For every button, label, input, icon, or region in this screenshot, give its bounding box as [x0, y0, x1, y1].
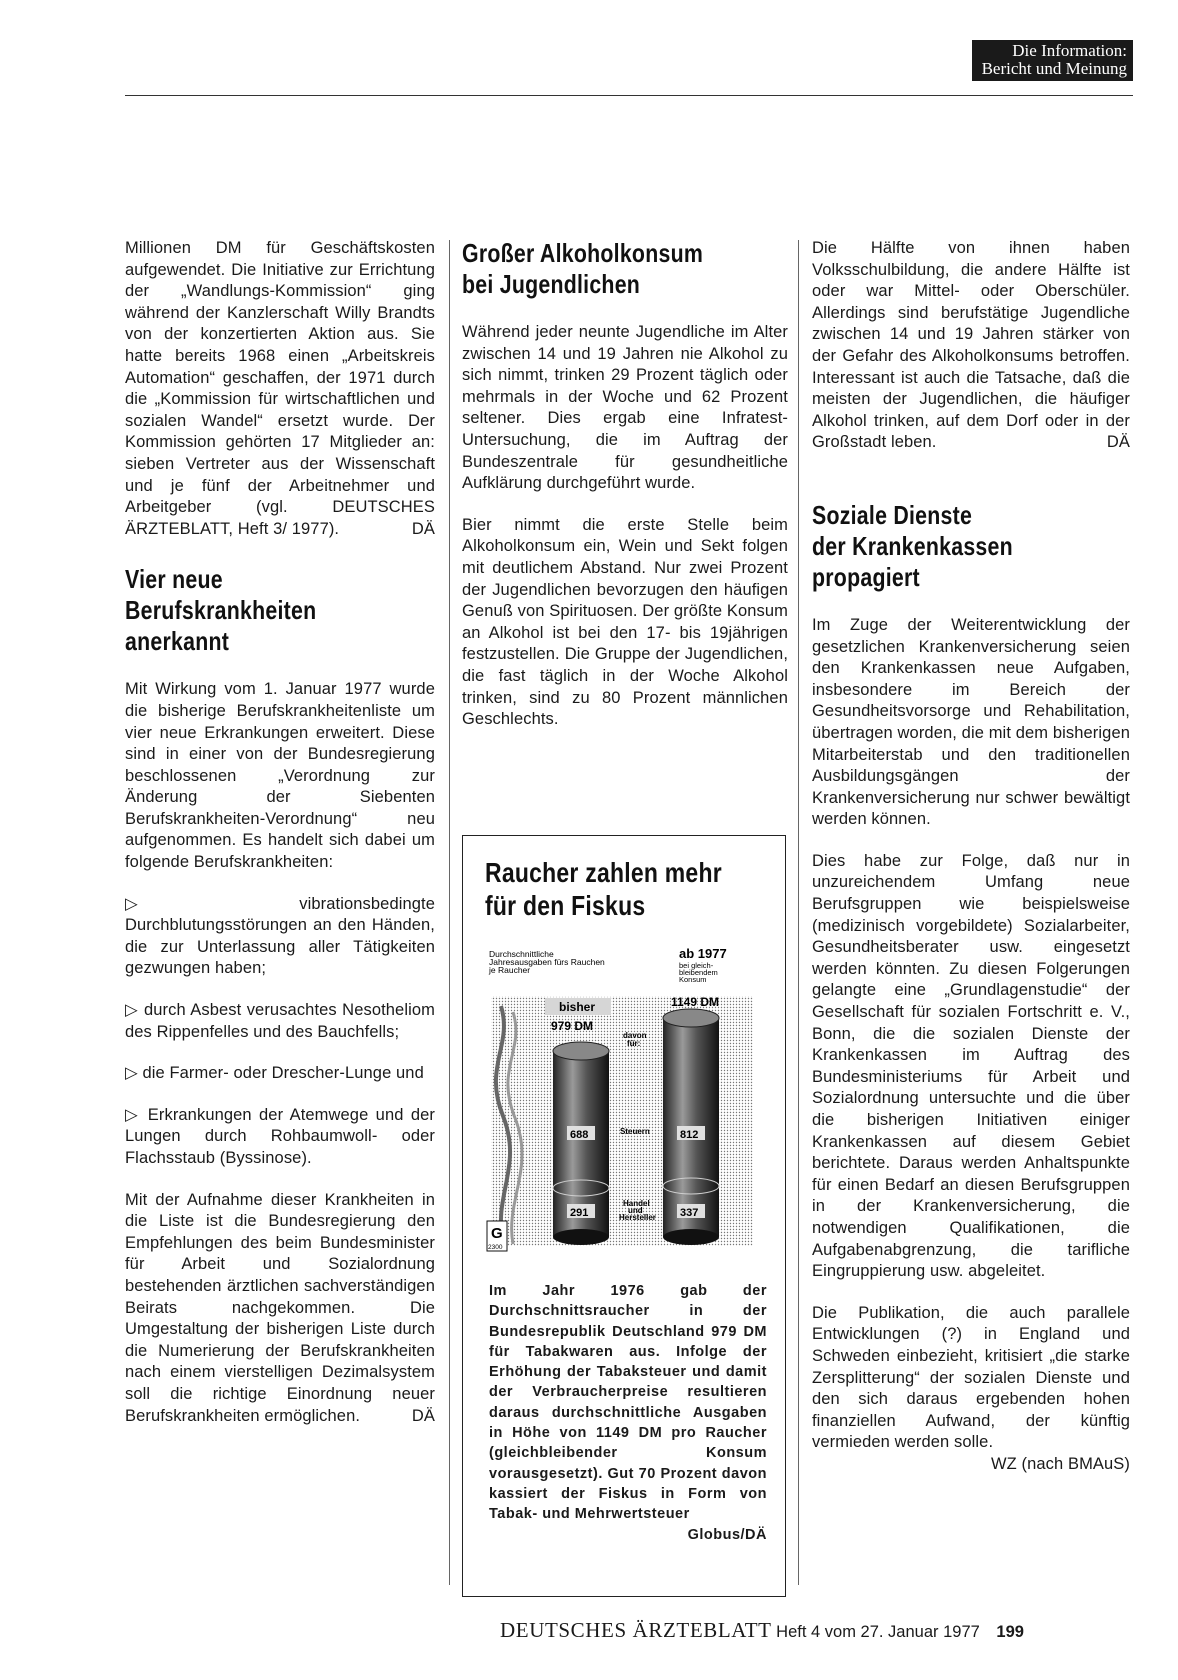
section-badge — [972, 40, 1133, 81]
article-paragraph: Die Hälfte von ihnen haben Volksschulbildung, die andere Hälfte ist oder war Mittel- oder Oberschüler. Allerdings sind berufstätige Jugendliche zwischen 14 und 19 Jahren stärker von der Gefahr des Alkoholkonsums betroffen. Interessant ist auch die Tatsache, daß die meisten der Jugendlichen, die häufiger Alkohol trinken, auf dem Dorf oder in der Großstadt leben. DÄ — [812, 238, 1130, 454]
column-2 — [462, 238, 788, 731]
infobox-heading: Raucher zahlen mehr für den Fiskus — [485, 857, 722, 921]
commission-text: Millionen DM für Geschäftskosten aufgewendet. Die Initiative zur Errichtung der „Wandlungs-Kommission“ ging während der Kanzlerschaft Willy Brandts von der konzertierten Aktion aus. Sie hatte bereits 1968 einen „Arbeitskreis Automation“ geschaffen, der 1971 durch die „Kommission für wirtschaftlichen und sozialen Wandel“ ersetzt wurde. Der Kommission gehörten 17 Mitglieder an: sieben Vertreter aus der Wissenschaft und je fünf der Arbeitnehmer und Arbeitgeber (vgl. DEUTSCHES ÄRZTEBLATT, Heft 3/ 1977). DÄ — [125, 238, 435, 540]
article-paragraph: Mit der Aufnahme dieser Krankheiten in die Liste ist die Bundesregierung den Empfehlungen des beim Bundesminister für Arbeit und Sozialordnung bestehenden ärztlichen sachverständigen Beirats nachgekommen. Die Umgestaltung der bisherigen Liste durch die Numerierung der Berufskrankheiten nach einem vierstelligen Dezimalsystem soll die richtige Einordnung neuer Berufskrankheiten ermöglichen. DÄ — [125, 1190, 435, 1428]
graphic-subtitle: Durchschnittliche Jahresausgaben fürs Rauchen je Raucher — [489, 949, 605, 975]
bisher-label: bisher — [559, 1000, 596, 1014]
column-3 — [812, 238, 1130, 1476]
magazine-name: DEUTSCHES ÄRZTEBLATT — [500, 1618, 772, 1642]
section-label-line1: Die Information: — [1012, 41, 1127, 60]
article-paragraph: Während jeder neunte Jugendliche im Alter zwischen 14 und 19 Jahren nie Alkohol zu sich nimmt, trinken 29 Prozent täglich oder mehrmals in der Woche und 62 Prozent seltener. Dies ergab eine Infratest-Untersuchung, die im Auftrag der Bundeszentrale für gesundheitliche Aufklärung durchgeführt wurde. — [462, 323, 788, 493]
svg-text:G: G — [491, 1225, 503, 1242]
list-item: ▷ die Farmer- oder Drescher-Lunge und — [125, 1064, 424, 1083]
author-signature: WZ (nach BMAuS) — [990, 1454, 1130, 1473]
page-number: 199 — [996, 1623, 1024, 1641]
article-paragraph: Bier nimmt die erste Stelle beim Alkoholkonsum ein, Wein und Sekt folgen mit deutlichem Abstand. Nur zwei Prozent der Jugendlichen bevorzugen den häufigen Genuß von Spirituosen. Der größte Konsum an Alkohol ist bei den 17- bis 19jährigen festzustellen. Die Gruppe der Jugendlichen, die fast täglich in der Woche Alkohol trinken, sind zu 80 Prozent männlichen Geschlechts. — [462, 515, 788, 729]
author-signature: DÄ — [411, 1406, 435, 1425]
left-trade-value: 291 — [570, 1207, 589, 1219]
author-signature: DÄ — [411, 519, 435, 538]
column-rule-left — [449, 240, 450, 1585]
list-item: ▷ durch Asbest verusachtes Nesotheliom des Rippenfelles und des Bauchfells; — [125, 1001, 435, 1041]
right-tax-value: 812 — [680, 1129, 699, 1141]
author-signature: DÄ — [1106, 433, 1130, 452]
bisher-total: 979 DM — [551, 1019, 594, 1033]
tobacco-cost-graphic — [483, 946, 763, 1256]
list-item: ▷ vibrationsbedingte Durchblutungsstörungen an den Händen, die zur Unterlassung aller Tätigkeiten gezwungen haben; — [125, 894, 435, 978]
article-heading-berufskrankheiten: Vier neue Berufskrankheiten anerkannt — [125, 564, 317, 657]
globus-logo — [487, 1221, 507, 1251]
article-paragraph: Mit Wirkung vom 1. Januar 1977 wurde die bisherige Berufskrankheitenliste um vier neue Erkrankungen erweitert. Diese sind in einer von der Bundesregierung beschlossenen „Verordnung zur Änderung der Siebenten Berufskrankheiten-Verordnung“ neu aufgenommen. Es handelt sich dabei um folgende Berufskrankheiten: — [125, 680, 435, 872]
article-paragraph: Die Publikation, die auch parallele Entwicklungen (?) in England und Schweden einbezieht, kritisiert „die starke Zersplitterung“ der sozialen Dienste und den sich daraus ergebenden hohen finanziellen Aufwand, der künftig vermieden werden solle. WZ (nach BMAuS) — [812, 1303, 1130, 1454]
right-trade-value: 337 — [680, 1207, 699, 1219]
list-item: ▷ Erkrankungen der Atemwege und der Lungen durch Rohbaumwoll- oder Flachsstaub (Byssinose). — [125, 1105, 435, 1167]
left-tax-value: 688 — [570, 1129, 589, 1141]
steuern-label: Steuern — [620, 1127, 650, 1136]
infobox-raucher — [462, 835, 786, 1597]
handel-label: Handel und Hersteller — [619, 1199, 656, 1222]
top-rule — [125, 95, 1133, 96]
davon-label: davon für: — [623, 1031, 647, 1048]
article-heading-soziale-dienste: Soziale Dienste der Krankenkassen propagiert — [812, 499, 1013, 592]
column-1 — [125, 238, 435, 1427]
new-total: 1149 DM — [671, 995, 720, 1009]
caption-signature: Globus/DÄ — [687, 1526, 767, 1543]
section-label-line2: Bericht und Meinung — [981, 59, 1127, 78]
article-paragraph: Dies habe zur Folge, daß nur in unzureichendem Umfang neue Berufsgruppen wie beispielsweise (medizinisch vorgebildete) Sozialarbeiter, Gesundheitsberater usw. eingesetzt werden könnten. Zu diesen Folgerungen gelangte eine „Grundlagenstudie“ der Gesellschaft für sozialen Fortschritt e. V., Bonn, die die sozialen Dienste der Krankenkassen im Auftrag des Bundesministeriums für Arbeit und Sozialordnung untersuchte und die über die bisherigen Initiativen einiger Krankenkassen auf diesem Gebiet berichtete. Daraus werden Anhaltspunkte für einen Bedarf an diesen Berufsgruppen in der Krankenversicherung, die notwendigen Qualifikationen, die Aufgabenabgrenzung, die tarifliche Eingruppierung usw. abgeleitet. — [812, 851, 1130, 1281]
infobox-caption: Im Jahr 1976 gab der Durchschnittsraucher in der Bundesrepublik Deutschland 979 DM für Tabakwaren aus. Infolge der Erhöhung der Tabaksteuer und damit der Verbraucherpreise resultieren daraus durchschnittliche Ausgaben in Höhe von 1149 DM pro Raucher (gleichbleibender Konsum vorausgesetzt). Gut 70 Prozent davon kassiert der Fiskus in Form von Tabak- und Mehrwertsteuer Globus/DÄ — [489, 1281, 767, 1545]
svg-text:2300: 2300 — [488, 1244, 503, 1251]
article-paragraph: Im Zuge der Weiterentwicklung der gesetzlichen Krankenversicherung seien den Krankenkassen neue Aufgaben, insbesondere im Bereich der Gesundheitsvorsorge und Rehabilitation, übertragen worden, die mit dem bisherigen Mitarbeiterstab und den traditionellen Ausbildungsgängen der Krankenversicherung nur schwer bewältigt werden können. — [812, 615, 1130, 829]
graphic-ab-sub: bei gleich- bleibendem Konsum — [679, 961, 718, 984]
article-heading-alkoholkonsum: Großer Alkoholkonsum bei Jugendlichen — [462, 238, 704, 299]
page-footer — [500, 1618, 1024, 1643]
issue-info: Heft 4 vom 27. Januar 1977 — [776, 1623, 980, 1641]
graphic-ab-label: ab 1977 — [679, 946, 727, 961]
